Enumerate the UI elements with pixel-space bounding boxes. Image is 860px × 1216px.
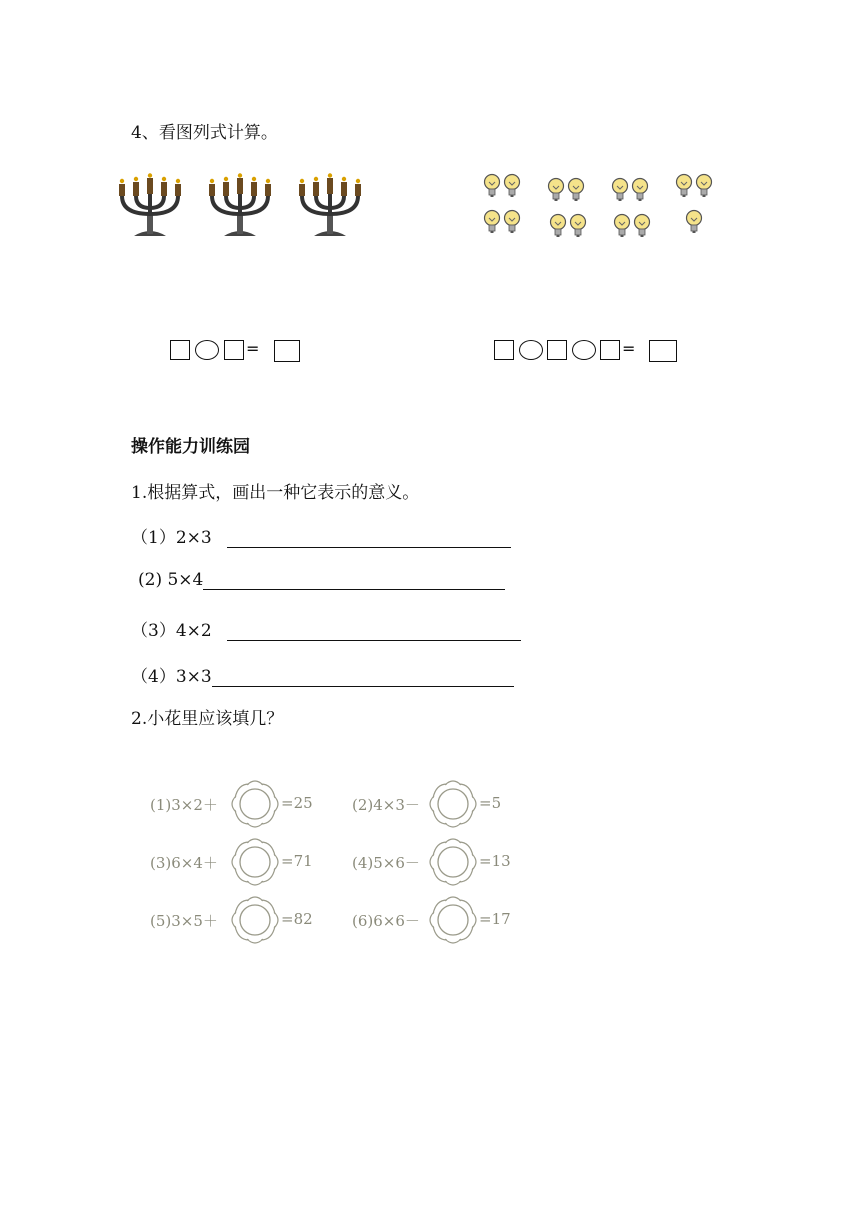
flower-left: (2)4×3－ [352,796,420,814]
q1-item-4 [131,662,514,687]
expression: （1）2×3 [131,528,212,548]
expression: （4）3×3 [131,667,212,687]
q1-item-3 [131,616,521,641]
result-box[interactable] [274,340,300,362]
answer-line[interactable] [227,529,511,548]
candelabra-picture [112,170,362,240]
flower-left: (1)3×2＋ [150,796,218,814]
operator-circle[interactable] [195,340,219,360]
expression: (2) 5×4 [138,570,204,590]
answer-line[interactable] [203,571,505,590]
flower-item-5 [150,910,218,931]
question-2-title: 2.小花里应该填几？ [131,709,284,729]
flower-item-2 [352,794,420,815]
flower-left: (4)5×6－ [352,854,420,872]
answer-box[interactable] [600,340,620,360]
answer-box[interactable] [494,340,514,360]
answer-box[interactable] [224,340,244,360]
flower-item-1 [150,794,218,815]
flower-left: (3)6×4＋ [150,854,218,872]
flower-left: (6)6×6－ [352,912,420,930]
q1-item-1 [131,523,511,548]
q1-item-2 [138,570,505,590]
flower-item-3 [150,852,218,873]
flower-item-6 [352,910,420,931]
flower-equations [148,774,528,964]
operator-circle[interactable] [519,340,543,360]
flower-left: (5)3×5＋ [150,912,218,930]
answer-line[interactable] [212,668,514,687]
answer-box[interactable] [170,340,190,360]
lightbulb-picture [478,170,728,250]
flower-right: =17 [479,910,511,928]
flower-right: =25 [281,794,313,812]
flower-right: =71 [281,852,313,870]
flower-item-4 [352,852,420,873]
answer-line[interactable] [227,622,521,641]
expression: （3）4×2 [131,621,212,641]
equals-sign: = [246,339,260,358]
equals-sign: = [622,339,636,358]
question-1-title: 1.根据算式，画出一种它表示的意义。 [131,483,420,503]
operator-circle[interactable] [572,340,596,360]
answer-box[interactable] [547,340,567,360]
flower-right: =5 [479,794,502,812]
flower-right: =13 [479,852,511,870]
section-4-title: 4、看图列式计算。 [131,123,278,143]
flower-right: =82 [281,910,313,928]
section-heading: 操作能力训练园 [131,437,250,457]
result-box[interactable] [649,340,677,362]
